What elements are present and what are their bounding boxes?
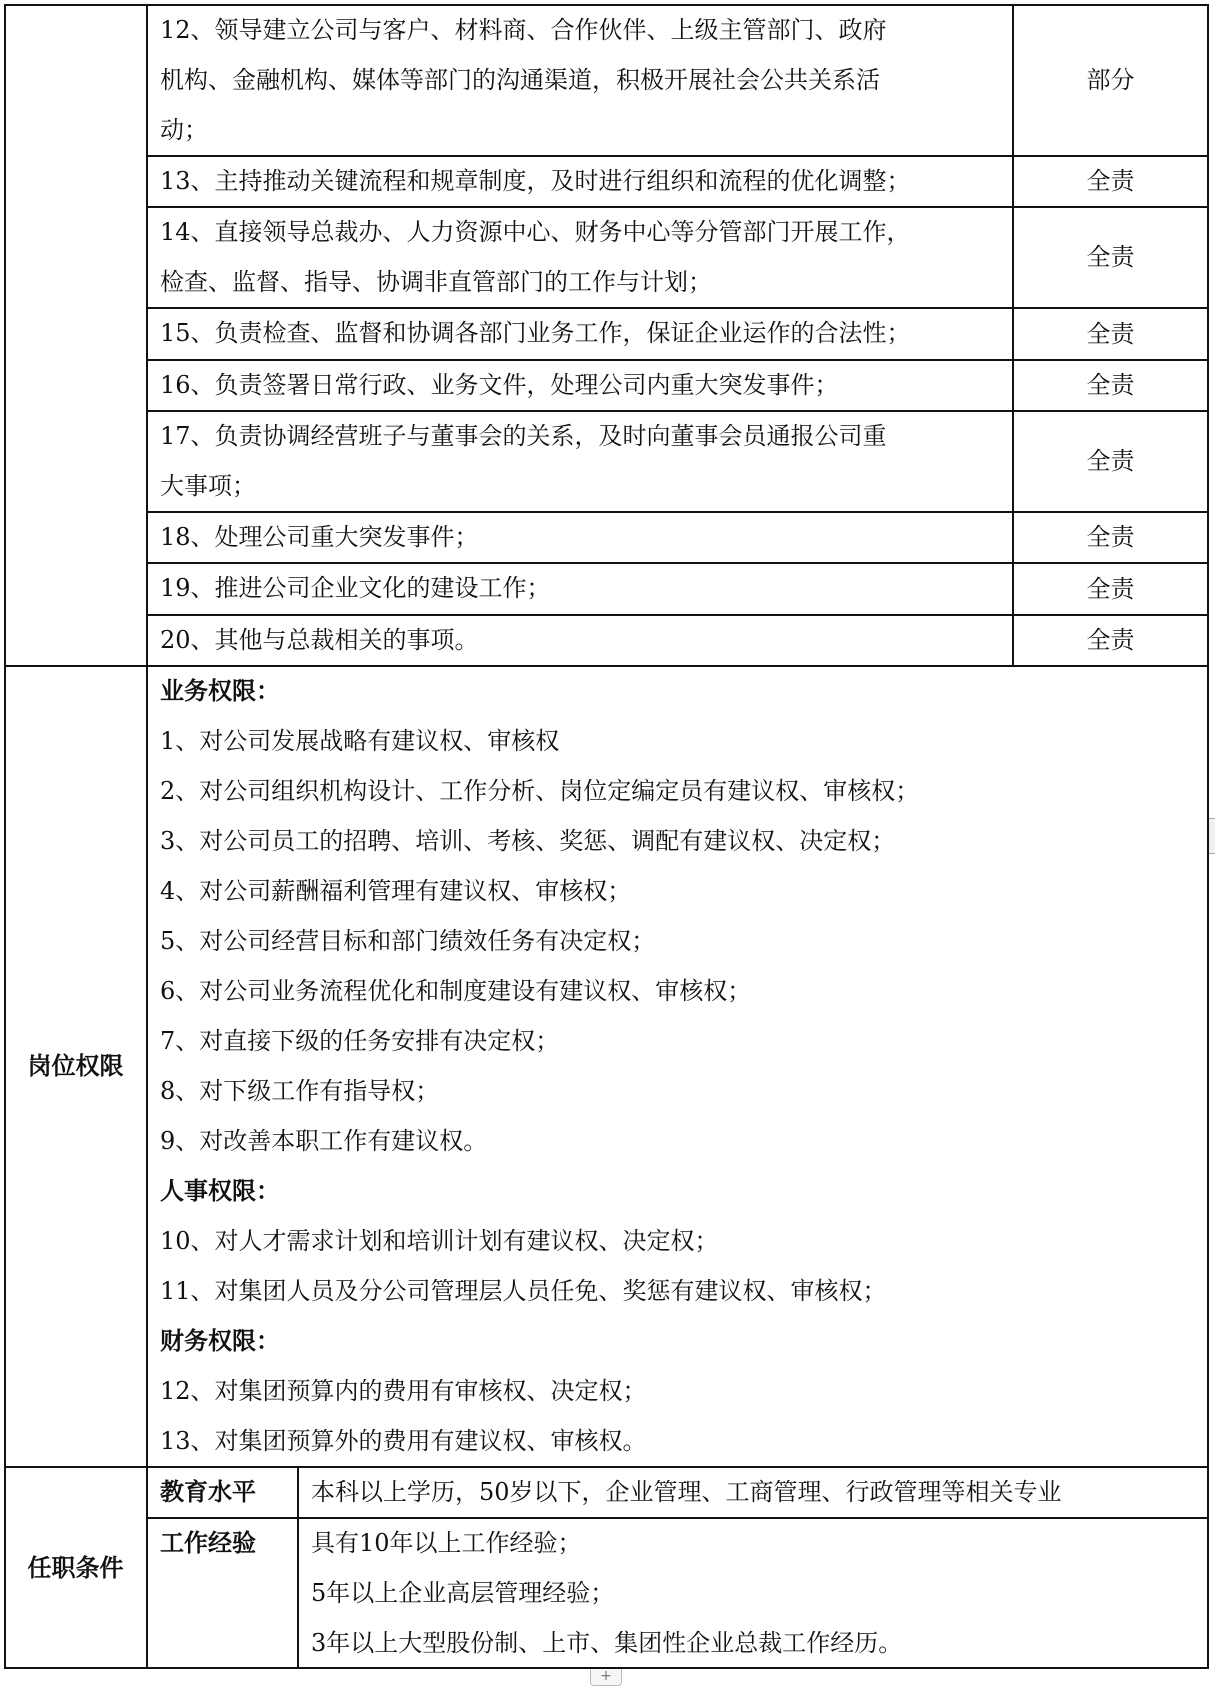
responsibility-text: 20、其他与总裁相关的事项。 <box>160 626 479 654</box>
authority-item: 2、对公司组织机构设计、工作分析、岗位定编定员有建议权、审核权； <box>160 777 920 805</box>
responsibility-text: 检查、监督、指导、协调非直管部门的工作与计划； <box>160 268 712 296</box>
responsibility-text: 13、主持推动关键流程和规章制度，及时进行组织和流程的优化调整； <box>160 167 911 195</box>
experience-line: 具有10年以上工作经验； <box>311 1529 582 1557</box>
responsibility-level: 全责 <box>1086 447 1135 475</box>
responsibility-row-19 <box>160 563 1010 614</box>
authority-heading-business: 业务权限： <box>160 677 280 705</box>
authority-item: 13、对集团预算外的费用有建议权、审核权。 <box>160 1427 647 1455</box>
responsibility-level: 全责 <box>1086 167 1135 195</box>
education-label: 教育水平 <box>160 1478 256 1506</box>
authority-item: 10、对人才需求计划和培训计划有建议权、决定权； <box>160 1227 719 1255</box>
experience-label: 工作经验 <box>160 1529 256 1557</box>
authority-label: 岗位权限 <box>27 1052 124 1080</box>
education-value: 本科以上学历，50岁以下，企业管理、工商管理、行政管理等相关专业 <box>311 1478 1062 1506</box>
responsibility-text: 14、直接领导总裁办、人力资源中心、财务中心等分管部门开展工作， <box>160 218 911 246</box>
responsibility-row-15 <box>160 308 1010 359</box>
authority-item: 9、对改善本职工作有建议权。 <box>160 1127 488 1155</box>
authority-content <box>160 666 1205 1466</box>
authority-item: 7、对直接下级的任务安排有决定权； <box>160 1027 560 1055</box>
responsibility-row-20 <box>160 615 1010 665</box>
experience-line: 3年以上大型股份制、上市、集团性企业总裁工作经历。 <box>311 1629 903 1657</box>
authority-item: 1、对公司发展战略有建议权、审核权 <box>160 727 560 755</box>
responsibility-row-12 <box>160 5 1010 155</box>
responsibility-level: 部分 <box>1086 66 1135 94</box>
authority-item: 4、对公司薪酬福利管理有建议权、审核权； <box>160 877 632 905</box>
authority-item: 5、对公司经营目标和部门绩效任务有决定权； <box>160 927 656 955</box>
responsibility-row-16 <box>160 360 1010 410</box>
experience-line: 5年以上企业高层管理经验； <box>311 1579 615 1607</box>
column-divider-label <box>146 4 148 1669</box>
responsibility-text: 12、领导建立公司与客户、材料商、合作伙伴、上级主管部门、政府 <box>160 16 887 44</box>
responsibility-text: 大事项； <box>160 472 256 500</box>
authority-item: 6、对公司业务流程优化和制度建设有建议权、审核权； <box>160 977 752 1005</box>
responsibility-level: 全责 <box>1086 243 1135 271</box>
experience-value <box>311 1518 1207 1668</box>
responsibility-text: 18、处理公司重大突发事件； <box>160 523 479 551</box>
authority-item: 3、对公司员工的招聘、培训、考核、奖惩、调配有建议权、决定权； <box>160 827 896 855</box>
responsibility-row-13 <box>160 156 1010 206</box>
authority-heading-finance: 财务权限： <box>160 1327 280 1355</box>
responsibility-level: 全责 <box>1086 523 1135 551</box>
responsibility-row-18 <box>160 512 1010 562</box>
responsibility-text: 机构、金融机构、媒体等部门的沟通渠道，积极开展社会公共关系活 <box>160 66 880 94</box>
responsibility-row-14 <box>160 207 1010 307</box>
responsibility-text: 16、负责签署日常行政、业务文件，处理公司内重大突发事件； <box>160 371 839 399</box>
responsibility-row-17 <box>160 411 1010 511</box>
authority-item: 8、对下级工作有指导权； <box>160 1077 440 1105</box>
responsibility-level: 全责 <box>1086 319 1135 348</box>
qualifications-label: 任职条件 <box>27 1553 124 1582</box>
responsibility-level: 全责 <box>1086 626 1135 654</box>
responsibility-text: 动； <box>160 116 208 144</box>
add-row-button[interactable]: + <box>590 1669 622 1686</box>
column-divider-qual <box>297 1466 299 1668</box>
responsibility-level: 全责 <box>1086 574 1135 603</box>
authority-item: 11、对集团人员及分公司管理层人员任免、奖惩有建议权、审核权； <box>160 1277 887 1305</box>
responsibility-level: 全责 <box>1086 371 1135 399</box>
responsibility-text: 15、负责检查、监督和协调各部门业务工作，保证企业运作的合法性； <box>160 319 911 347</box>
authority-item: 12、对集团预算内的费用有审核权、决定权； <box>160 1377 647 1405</box>
authority-heading-personnel: 人事权限： <box>160 1177 280 1205</box>
scroll-handle[interactable] <box>1209 818 1215 854</box>
responsibility-text: 19、推进公司企业文化的建设工作； <box>160 574 551 602</box>
responsibility-text: 17、负责协调经营班子与董事会的关系，及时向董事会员通报公司重 <box>160 422 887 450</box>
